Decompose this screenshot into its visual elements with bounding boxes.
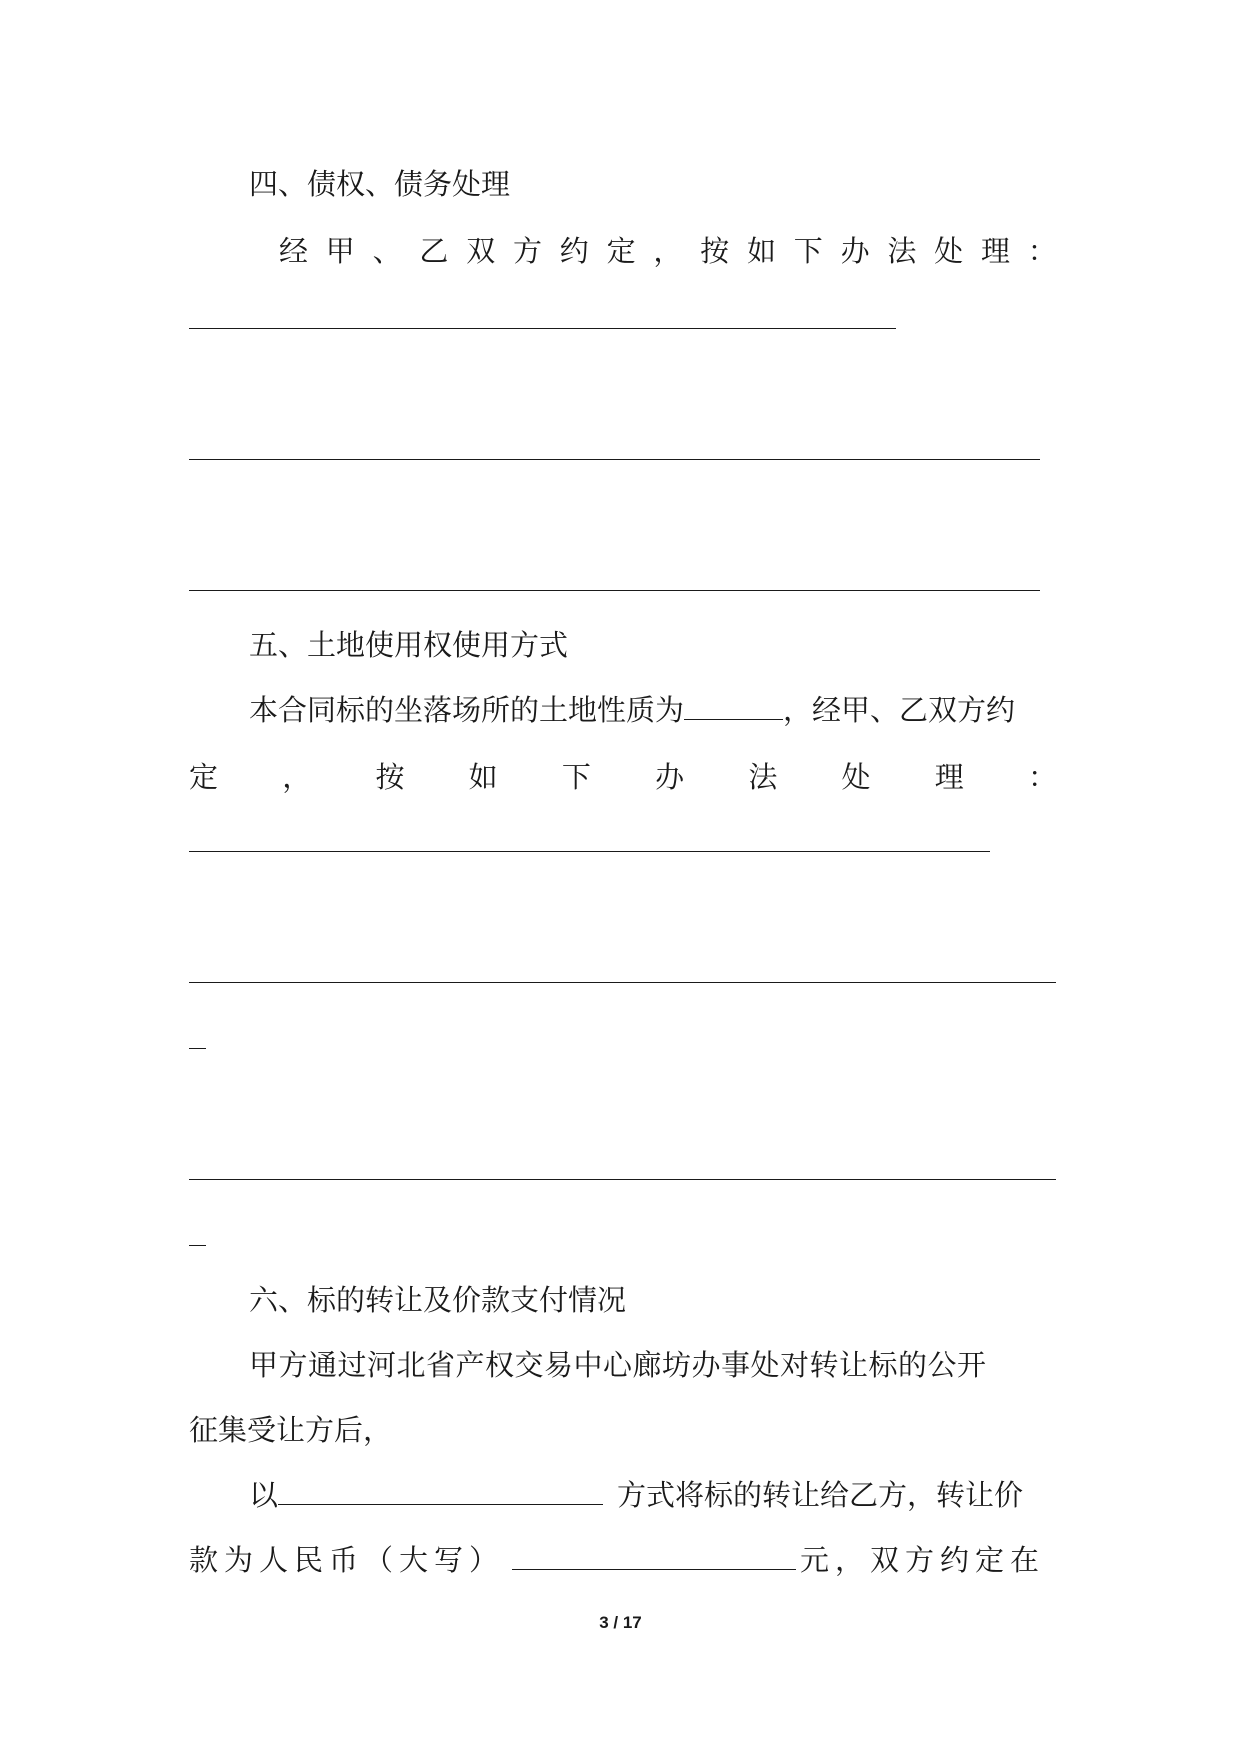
section-5-heading: 五、土地使用权使用方式 [249,628,569,662]
blank-line [189,982,1056,983]
blank-inline [512,1568,796,1570]
char: 理 [934,759,964,794]
char: 、 [372,233,402,268]
char: 经 [279,233,309,268]
char: 双 [466,233,496,268]
blank-line [189,1048,206,1049]
text-run: 以 [249,1478,279,1512]
char: 方 [512,233,542,268]
section-4-intro [279,229,1057,269]
section-6-para-1: 甲方通过河北省产权交易中心廊坊办事处对转让标的公开 [249,1348,987,1382]
char: ： [1027,759,1057,794]
char: 按 [700,233,730,268]
char: 如 [468,759,498,794]
char: ， [282,759,312,794]
char: 法 [748,759,778,794]
blank-inline [684,718,783,720]
char: 按 [375,759,405,794]
char: 定 [606,233,636,268]
char: 处 [841,759,871,794]
blank-line [189,1179,1056,1180]
blank-line [189,590,1040,591]
char: 乙 [419,233,449,268]
char: 处 [934,233,964,268]
blank-line [189,851,990,852]
section-5-para-2 [189,755,1057,795]
char: ， [653,233,683,268]
text-run: ，经甲、乙双方约 [783,693,1016,727]
text-run: 元，双方约定在 [800,1543,1046,1577]
char: 办 [840,233,870,268]
blank-line [189,1245,206,1246]
section-6-para-4 [189,1540,1045,1580]
char: 甲 [325,233,355,268]
text-run: 款为人民币（大写） [189,1543,505,1577]
blank-line [189,459,1040,460]
char: 约 [559,233,589,268]
text-run: 本合同标的坐落场所的土地性质为 [249,693,685,727]
char: 法 [887,233,917,268]
section-6-para-3 [249,1475,1023,1515]
char: 如 [746,233,776,268]
section-6-heading: 六、标的转让及价款支付情况 [249,1283,627,1317]
text-run: 方式将标的转让给乙方，转让价 [617,1478,1024,1512]
section-4-heading: 四、债权、债务处理 [249,167,511,201]
char: ： [1027,233,1057,268]
page-number: 3 / 17 [599,1613,642,1632]
char: 理 [980,233,1010,268]
char: 下 [561,759,591,794]
section-6-para-2: 征集受让方后， [189,1413,393,1447]
blank-inline [278,1503,603,1505]
char: 定 [189,759,219,794]
blank-line [189,328,896,329]
char: 办 [655,759,685,794]
char: 下 [793,233,823,268]
section-5-para-1 [249,690,1015,730]
